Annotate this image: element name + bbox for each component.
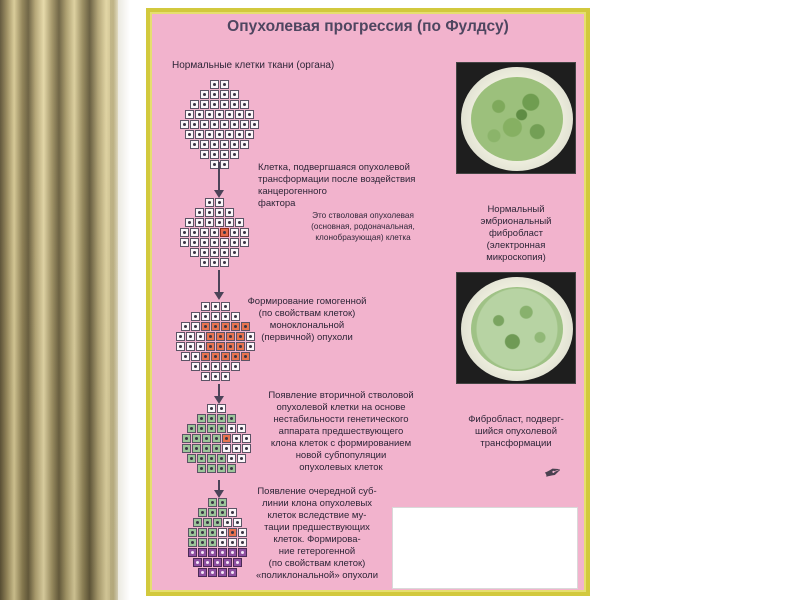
cell	[220, 258, 229, 267]
cell	[182, 434, 191, 443]
cell	[205, 110, 214, 119]
cell	[207, 464, 216, 473]
cell	[218, 548, 227, 557]
stage5-line: ние гетерогенной	[278, 546, 356, 557]
stage5-line: Появление очередной суб-	[257, 486, 377, 497]
stage5-line: линии клона опухолевых	[261, 498, 373, 509]
cell	[201, 322, 210, 331]
cell	[207, 424, 216, 433]
cell	[188, 528, 197, 537]
cell	[190, 248, 199, 257]
cell	[176, 342, 185, 351]
cell	[200, 90, 209, 99]
cell	[222, 434, 231, 443]
curtain-edge	[110, 0, 130, 600]
stage3-line: (первичной) опухоли	[261, 332, 353, 343]
cell	[220, 150, 229, 159]
cell	[202, 434, 211, 443]
cell	[200, 228, 209, 237]
cell	[188, 538, 197, 547]
cell	[208, 508, 217, 517]
stage5-line: клеток вследствие му-	[267, 510, 367, 521]
cell	[220, 228, 229, 237]
cell	[226, 342, 235, 351]
page-title: Опухолевая прогрессия (по Фулдсу)	[227, 18, 509, 35]
cell	[236, 332, 245, 341]
cell	[185, 110, 194, 119]
cell	[200, 248, 209, 257]
cell	[221, 352, 230, 361]
stage4-line: клона клеток с формированием	[270, 438, 412, 449]
stage4-line: опухолевой клетки на основе	[276, 402, 406, 413]
cell	[198, 538, 207, 547]
cell	[233, 518, 242, 527]
cell	[208, 528, 217, 537]
cell	[196, 342, 205, 351]
cell	[228, 548, 237, 557]
cell	[240, 120, 249, 129]
caption-line: (электронная	[486, 240, 546, 251]
cell	[230, 100, 239, 109]
cell	[192, 434, 201, 443]
cell	[242, 434, 251, 443]
cell-cluster-monoclonal	[176, 302, 266, 382]
cell	[218, 508, 227, 517]
cell	[188, 548, 197, 557]
cell	[200, 258, 209, 267]
blank-overlay	[392, 507, 578, 589]
cell	[201, 302, 210, 311]
caption-line: Фибробласт, подверг-	[468, 414, 564, 425]
cell	[240, 140, 249, 149]
cell	[198, 568, 207, 577]
cell	[241, 352, 250, 361]
cell	[197, 454, 206, 463]
cell	[215, 208, 224, 217]
cell	[225, 208, 234, 217]
cell	[190, 140, 199, 149]
micrograph-transformed	[456, 272, 576, 384]
cell	[220, 160, 229, 169]
cell	[180, 228, 189, 237]
cell	[206, 332, 215, 341]
cell	[225, 218, 234, 227]
cell	[227, 464, 236, 473]
cell	[206, 342, 215, 351]
cell	[228, 528, 237, 537]
cell	[217, 454, 226, 463]
cell	[217, 414, 226, 423]
stage2-label	[258, 162, 415, 210]
cell	[218, 528, 227, 537]
cell	[201, 352, 210, 361]
scanned-page	[146, 8, 590, 596]
cell	[180, 238, 189, 247]
stage2-note-line: клонобразующая) клетка	[315, 233, 411, 242]
cell	[220, 140, 229, 149]
stage4-line: нестабильности генетического	[273, 414, 409, 425]
cell	[232, 444, 241, 453]
cell	[182, 444, 191, 453]
cell	[218, 568, 227, 577]
cell	[200, 238, 209, 247]
cell	[185, 130, 194, 139]
cell	[207, 404, 216, 413]
cell	[222, 444, 231, 453]
cell	[250, 120, 259, 129]
fibroblast-culture	[471, 287, 563, 371]
cell	[210, 258, 219, 267]
cell	[220, 238, 229, 247]
arrow-down-icon	[214, 490, 224, 498]
cell	[230, 120, 239, 129]
cell	[208, 548, 217, 557]
cell	[201, 362, 210, 371]
cell	[245, 110, 254, 119]
micrograph1-caption	[456, 204, 576, 264]
cell	[176, 332, 185, 341]
cell	[245, 130, 254, 139]
stage1-label	[172, 60, 334, 72]
cell	[221, 312, 230, 321]
cell	[225, 130, 234, 139]
cell	[217, 404, 226, 413]
cell	[212, 434, 221, 443]
stage5-line: «поликлональной» опухоли	[255, 570, 379, 581]
cell	[240, 100, 249, 109]
stage2-note-line: (основная, родоначальная,	[311, 222, 415, 231]
cell-cluster-transformed	[180, 198, 260, 268]
arrow-line	[218, 270, 220, 294]
fibroblast-culture	[471, 77, 563, 161]
cell	[185, 218, 194, 227]
cell-cluster-subpopulation	[182, 404, 262, 479]
cell	[215, 130, 224, 139]
stage5-line: клеток. Формирова-	[273, 534, 361, 545]
cell	[210, 248, 219, 257]
cell	[201, 372, 210, 381]
cell	[195, 218, 204, 227]
arrow-line	[218, 162, 220, 192]
cell	[197, 414, 206, 423]
cell	[230, 238, 239, 247]
cell	[230, 248, 239, 257]
cell	[225, 110, 234, 119]
caption-line: микроскопия)	[486, 252, 546, 263]
cell	[215, 218, 224, 227]
cell	[228, 508, 237, 517]
cell	[238, 528, 247, 537]
cell	[193, 558, 202, 567]
cell	[190, 100, 199, 109]
cell	[191, 312, 200, 321]
cell-cluster-polyclonal	[188, 498, 268, 583]
cell	[200, 100, 209, 109]
cell	[210, 100, 219, 109]
stage2-note	[288, 210, 438, 243]
cell	[211, 322, 220, 331]
cell	[210, 150, 219, 159]
quill-pen-icon: ✒	[540, 457, 566, 488]
cell	[235, 130, 244, 139]
cell	[210, 140, 219, 149]
cell	[228, 538, 237, 547]
cell	[237, 454, 246, 463]
cell	[227, 424, 236, 433]
micrograph-normal	[456, 62, 576, 174]
cell	[191, 352, 200, 361]
cell	[216, 342, 225, 351]
cell	[221, 372, 230, 381]
cell	[187, 424, 196, 433]
cell	[210, 90, 219, 99]
cell	[220, 248, 229, 257]
cell	[211, 302, 220, 311]
cell	[246, 332, 255, 341]
cell	[195, 110, 204, 119]
cell	[231, 362, 240, 371]
cell	[197, 424, 206, 433]
stage5-line: (по свойствам клеток)	[268, 558, 366, 569]
cell	[240, 228, 249, 237]
cell	[242, 444, 251, 453]
stage2-line: трансформации после воздействия	[258, 174, 416, 185]
cell	[205, 130, 214, 139]
cell	[191, 322, 200, 331]
cell	[220, 120, 229, 129]
cell	[210, 238, 219, 247]
cell	[195, 130, 204, 139]
cell	[218, 538, 227, 547]
cell	[231, 322, 240, 331]
cell	[211, 372, 220, 381]
stage4-line: опухолевых клеток	[299, 462, 383, 473]
cell	[198, 548, 207, 557]
stage4-line: новой субпопуляции	[295, 450, 387, 461]
stage2-line: фактора	[258, 198, 296, 209]
cell	[200, 140, 209, 149]
cell	[230, 228, 239, 237]
cell	[180, 120, 189, 129]
stage4-line: аппарата предшествующего	[278, 426, 404, 437]
cell	[213, 558, 222, 567]
petri-dish	[461, 67, 573, 171]
cell	[186, 342, 195, 351]
cell	[212, 444, 221, 453]
cell	[231, 352, 240, 361]
cell	[238, 548, 247, 557]
caption-line: Нормальный	[487, 204, 545, 215]
cell	[235, 110, 244, 119]
cell	[205, 218, 214, 227]
cell	[205, 198, 214, 207]
cell	[228, 568, 237, 577]
cell	[215, 198, 224, 207]
cell	[220, 90, 229, 99]
stage1-line: Нормальные клетки ткани (органа)	[172, 60, 335, 71]
cell	[186, 332, 195, 341]
micrograph2-caption	[456, 414, 576, 450]
cell	[208, 568, 217, 577]
cell	[201, 312, 210, 321]
cell	[193, 518, 202, 527]
caption-line: фибробласт	[488, 228, 544, 239]
curtain-decoration	[0, 0, 118, 600]
cell-cluster-normal	[180, 80, 260, 160]
cell	[200, 120, 209, 129]
cell	[187, 454, 196, 463]
cell	[230, 90, 239, 99]
stage3-line: Формирование гомогенной	[247, 296, 367, 307]
stage4-label	[236, 390, 446, 474]
cell	[192, 444, 201, 453]
cell	[236, 342, 245, 351]
cell	[210, 228, 219, 237]
cell	[221, 322, 230, 331]
cell	[233, 558, 242, 567]
cell	[196, 332, 205, 341]
stage2-line: Клетка, подвергшаяся опухолевой	[258, 162, 410, 173]
cell	[195, 208, 204, 217]
cell	[190, 228, 199, 237]
cell	[211, 352, 220, 361]
cell	[218, 498, 227, 507]
arrow-down-icon	[214, 292, 224, 300]
cell	[208, 498, 217, 507]
cell	[198, 508, 207, 517]
cell	[235, 218, 244, 227]
stage4-line: Появление вторичной стволовой	[268, 390, 414, 401]
cell	[215, 110, 224, 119]
cell	[198, 528, 207, 537]
cell	[208, 538, 217, 547]
cell	[190, 120, 199, 129]
cell	[211, 312, 220, 321]
stage5-line: тации предшествующих	[264, 522, 370, 533]
cell	[181, 322, 190, 331]
cell	[220, 100, 229, 109]
cell	[216, 332, 225, 341]
cell	[200, 150, 209, 159]
arrow-down-icon	[214, 190, 224, 198]
cell	[240, 238, 249, 247]
cell	[220, 80, 229, 89]
cell	[207, 414, 216, 423]
stage2-line: канцерогенного	[258, 186, 327, 197]
cell	[181, 352, 190, 361]
cell	[221, 362, 230, 371]
stage2-note-line: Это стволовая опухолевая	[312, 211, 414, 220]
cell	[207, 454, 216, 463]
stage3-line: моноклональной	[269, 320, 345, 331]
caption-line: трансформации	[480, 438, 552, 449]
cell	[237, 424, 246, 433]
cell	[205, 208, 214, 217]
cell	[221, 302, 230, 311]
cell	[210, 80, 219, 89]
petri-dish	[461, 277, 573, 381]
cell	[223, 518, 232, 527]
cell	[231, 312, 240, 321]
cell	[211, 362, 220, 371]
cell	[217, 464, 226, 473]
cell	[197, 464, 206, 473]
cell	[246, 342, 255, 351]
cell	[203, 518, 212, 527]
cell	[202, 444, 211, 453]
cell	[190, 238, 199, 247]
cell	[232, 434, 241, 443]
cell	[227, 414, 236, 423]
cell	[238, 538, 247, 547]
cell	[223, 558, 232, 567]
caption-line: эмбриональный	[480, 216, 552, 227]
caption-line: шийся опухолевой	[474, 426, 558, 437]
cell	[191, 362, 200, 371]
cell	[203, 558, 212, 567]
cell	[230, 150, 239, 159]
cell	[241, 322, 250, 331]
stage3-line: (по свойствам клеток)	[258, 308, 356, 319]
cell	[226, 332, 235, 341]
cell	[227, 454, 236, 463]
cell	[217, 424, 226, 433]
cell	[213, 518, 222, 527]
cell	[210, 120, 219, 129]
cell	[230, 140, 239, 149]
arrow-down-icon	[214, 396, 224, 404]
